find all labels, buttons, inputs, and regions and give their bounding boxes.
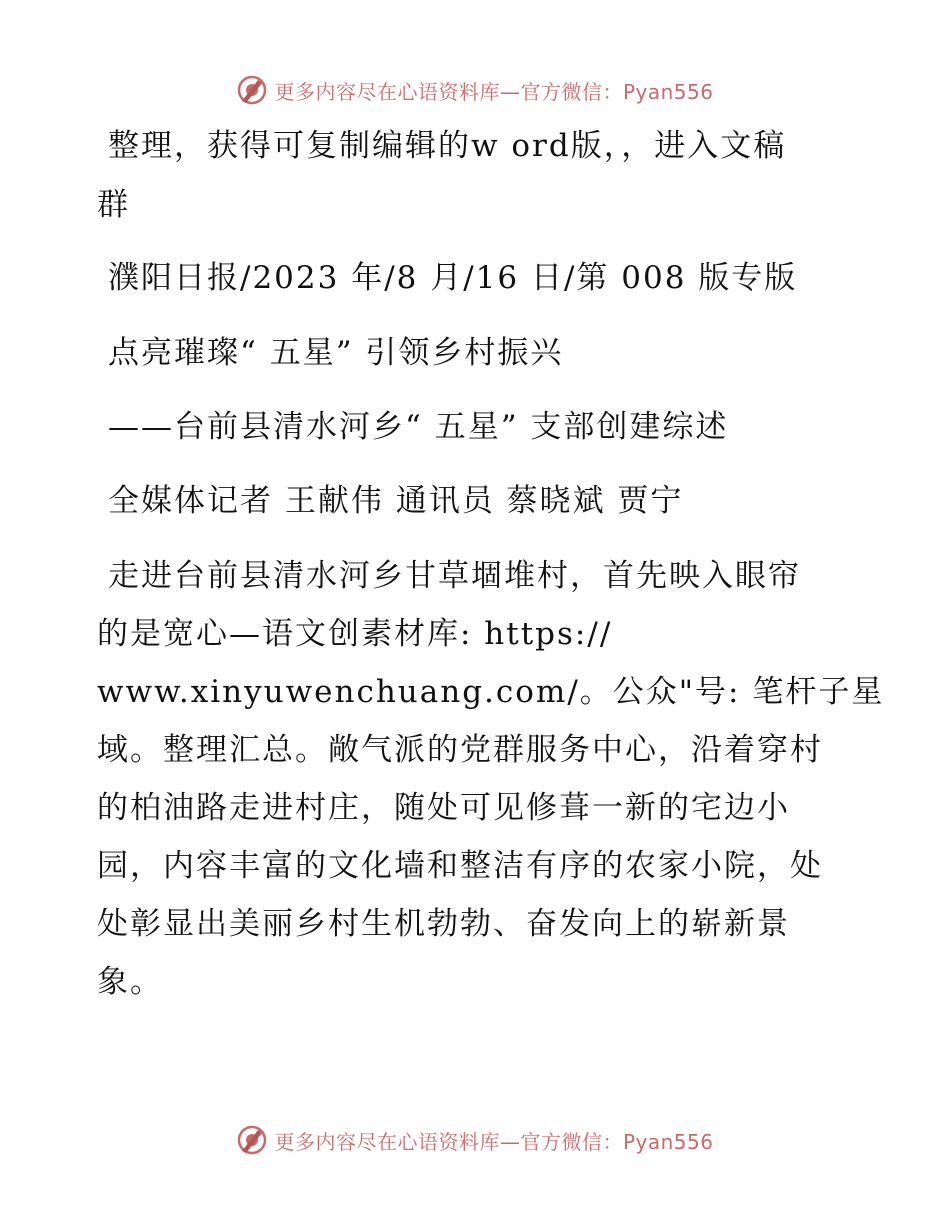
article-subtitle: ——台前县清水河乡“ 五星” 支部创建综述 [108,409,729,445]
footer-banner [0,1120,950,1160]
footer-banner-text: 更多内容尽在心语资料库—官方微信：Pyan556 [274,1129,714,1154]
body-line: 园，内容丰富的文化墙和整洁有序的农家小院，处 [97,848,823,884]
pen-logo-icon [236,1124,268,1156]
body-line: 象。 [97,964,163,1000]
header-banner-text: 更多内容尽在心语资料库—官方微信：Pyan556 [274,79,714,104]
article-title: 点亮璀璨“ 五星” 引领乡村振兴 [108,335,564,371]
body-line: 的柏油路走进村庄，随处可见修葺一新的宅边小 [97,790,790,826]
body-line: 域。整理汇总。敞气派的党群服务中心，沿着穿村 [97,732,823,768]
pen-logo-icon [236,74,268,106]
byline: 全媒体记者 王献伟 通讯员 蔡晓斌 贾宁 [108,483,684,519]
body-line: www.xinyuwenchuang.com/。公众"号: 笔杆子星 [97,674,885,710]
footer-banner-content [236,1124,713,1156]
intro-line-2: 群 [97,187,130,223]
intro-line-1: 整理，获得可复制编辑的w ord版，，进入文稿 [108,128,787,164]
body-line: 的是宽心—语文创素材库: https:// [97,616,613,652]
header-banner [0,70,950,110]
header-banner-content [236,74,713,106]
body-line: 走进台前县清水河乡甘草堌堆村，首先映入眼帘 [108,558,801,594]
source-line: 濮阳日报/2023 年/8 月/16 日/第 008 版专版 [108,260,798,296]
body-line: 处彰显出美丽乡村生机勃勃、奋发向上的崭新景 [97,906,790,942]
